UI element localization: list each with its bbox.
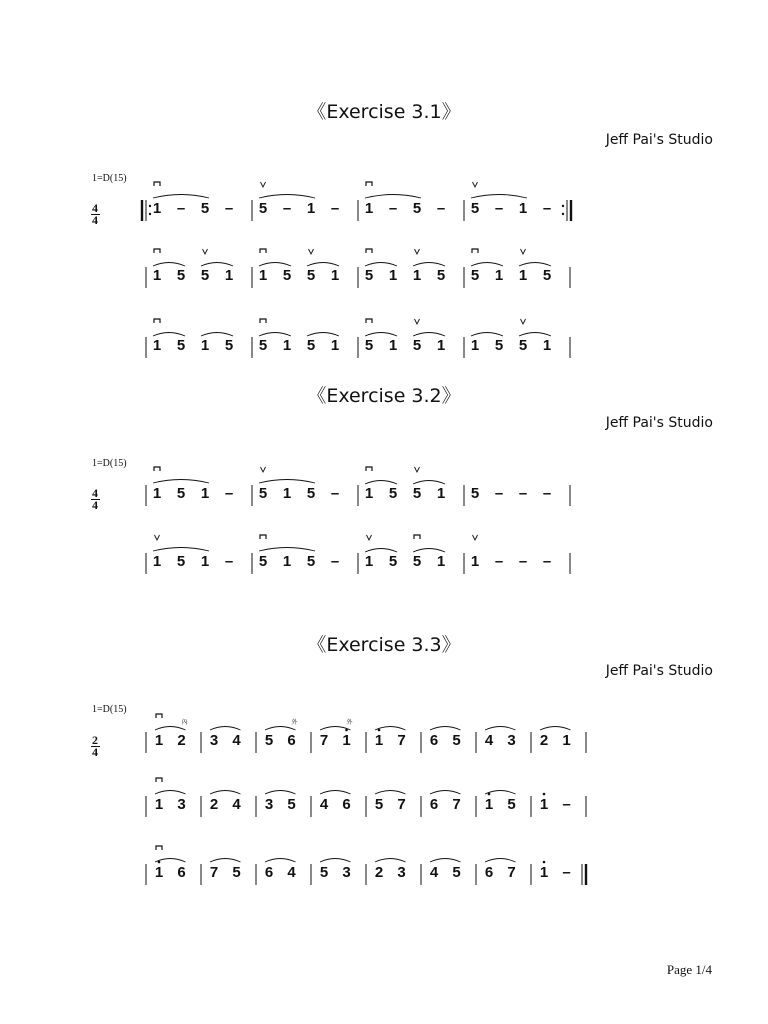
note: 7 — [209, 864, 219, 881]
slur — [471, 263, 503, 267]
down-bow-icon — [366, 182, 372, 186]
fingering-mark: 外 — [346, 720, 353, 726]
note: 7 — [319, 732, 329, 749]
note: 5 — [412, 485, 422, 502]
note: 1 — [258, 267, 268, 284]
note: 5 — [388, 485, 398, 502]
note: 1 — [152, 267, 162, 284]
note: 5 — [264, 732, 274, 749]
time-signature-bottom: 4 — [92, 498, 98, 512]
note: 6 — [177, 864, 186, 881]
note: 3 — [264, 796, 274, 813]
note: 5 — [232, 864, 241, 881]
dash-note: – — [330, 200, 340, 217]
dash-note: – — [436, 200, 446, 217]
slur — [153, 195, 209, 199]
slur — [519, 263, 551, 267]
note: 1 — [200, 553, 210, 570]
note: 5 — [258, 553, 268, 570]
dash-note: – — [494, 485, 504, 502]
exercise-3-2-title: 《Exercise 3.2》 — [307, 385, 461, 407]
note: 2 — [374, 864, 384, 881]
note: 1 — [152, 337, 162, 354]
note: 1 — [152, 200, 162, 217]
note: 1 — [364, 485, 374, 502]
note: 5 — [306, 267, 316, 284]
note: 1 — [470, 337, 480, 354]
note: 5 — [176, 337, 186, 354]
note: 3 — [342, 864, 351, 881]
down-bow-icon — [366, 467, 372, 471]
note: 1 — [388, 267, 398, 284]
dash-note: – — [542, 485, 552, 502]
note: 1 — [306, 200, 316, 217]
note: 1 — [518, 267, 528, 284]
up-bow-icon — [415, 467, 420, 472]
note: 1 — [152, 553, 162, 570]
note: 2 — [177, 732, 186, 749]
down-bow-icon — [156, 778, 162, 782]
note: 5 — [452, 732, 461, 749]
note: 1 — [412, 267, 422, 284]
note: 5 — [494, 337, 504, 354]
note: 7 — [397, 732, 406, 749]
dash-note: – — [542, 200, 552, 217]
note: 3 — [507, 732, 516, 749]
note: 5 — [258, 200, 268, 217]
down-bow-icon — [156, 714, 162, 718]
down-bow-icon — [154, 249, 160, 253]
slur — [259, 195, 315, 199]
down-bow-icon — [472, 249, 478, 253]
note: 5 — [374, 796, 384, 813]
note: 1 — [224, 267, 234, 284]
note: 4 — [319, 796, 329, 813]
fingering-mark: 外 — [291, 720, 298, 726]
slur — [471, 195, 527, 199]
note: 1 — [154, 796, 164, 813]
down-bow-icon — [366, 249, 372, 253]
fingering-mark: 內 — [181, 720, 188, 726]
note: 5 — [542, 267, 552, 284]
note: 5 — [282, 267, 292, 284]
slur — [413, 549, 445, 553]
note: 1 — [542, 337, 552, 354]
note: 5 — [412, 553, 422, 570]
note: 1 — [436, 553, 446, 570]
note: 1 — [154, 732, 164, 749]
down-bow-icon — [156, 846, 162, 850]
slur — [155, 791, 186, 795]
note: 5 — [176, 485, 186, 502]
dash-note: – — [542, 553, 552, 570]
note: 1 — [436, 337, 446, 354]
slur — [413, 263, 445, 267]
dash-note: – — [518, 553, 528, 570]
note: 1 — [200, 337, 210, 354]
time-signature-top: 4 — [92, 201, 98, 215]
slur — [155, 727, 186, 731]
exercise-3-1-key: 1=D(15) — [92, 173, 127, 184]
down-bow-icon — [260, 535, 266, 539]
note: 5 — [412, 200, 422, 217]
note: 1 — [436, 485, 446, 502]
octave-dot — [543, 793, 546, 796]
up-bow-icon — [309, 249, 314, 254]
dash-note: – — [562, 796, 571, 813]
note: 5 — [364, 267, 374, 284]
note: 5 — [364, 337, 374, 354]
note: 6 — [429, 796, 439, 813]
note: 5 — [176, 553, 186, 570]
note: 2 — [209, 796, 219, 813]
slur — [320, 791, 351, 795]
note: 1 — [539, 864, 549, 881]
slur — [413, 333, 445, 337]
slur — [365, 195, 421, 199]
up-bow-icon — [473, 535, 478, 540]
dash-note: – — [224, 553, 234, 570]
note: 1 — [364, 200, 374, 217]
repeat-dot — [562, 213, 564, 215]
note: 5 — [176, 267, 186, 284]
slur — [201, 263, 233, 267]
note: 4 — [484, 732, 494, 749]
note: 1 — [494, 267, 504, 284]
slur — [375, 791, 406, 795]
note: 5 — [258, 337, 268, 354]
up-bow-icon — [203, 249, 208, 254]
slur — [210, 791, 241, 795]
slur — [365, 481, 397, 485]
slur — [365, 263, 397, 267]
slur — [365, 333, 397, 337]
note: 1 — [388, 337, 398, 354]
exercise-3-1-title: 《Exercise 3.1》 — [307, 101, 461, 123]
slur — [307, 333, 339, 337]
slur — [375, 859, 406, 863]
slur — [201, 333, 233, 337]
slur — [210, 859, 241, 863]
time-signature-top: 4 — [92, 486, 98, 500]
slur — [153, 333, 185, 337]
note: 1 — [539, 796, 549, 813]
repeat-dot — [149, 205, 151, 207]
note: 1 — [518, 200, 528, 217]
dash-note: – — [282, 200, 292, 217]
note: 6 — [287, 732, 296, 749]
slur — [210, 727, 241, 731]
slur — [153, 480, 209, 484]
note: 4 — [232, 796, 241, 813]
exercise-3-3-title: 《Exercise 3.3》 — [307, 634, 461, 656]
note: 5 — [470, 485, 480, 502]
repeat-dot — [149, 213, 151, 215]
slur — [265, 791, 296, 795]
note: 4 — [232, 732, 241, 749]
exercise-3-1-studio: Jeff Pai's Studio — [605, 132, 713, 148]
slur — [259, 480, 315, 484]
slur — [413, 481, 445, 485]
note: 5 — [452, 864, 461, 881]
note: 2 — [539, 732, 549, 749]
up-bow-icon — [367, 535, 372, 540]
slur — [430, 791, 461, 795]
slur — [365, 549, 397, 553]
note: 1 — [342, 732, 351, 749]
note: 1 — [374, 732, 384, 749]
note: 5 — [306, 337, 316, 354]
down-bow-icon — [154, 467, 160, 471]
note: 5 — [258, 485, 268, 502]
note: 1 — [562, 732, 571, 749]
slur — [259, 333, 291, 337]
dash-note: – — [518, 485, 528, 502]
up-bow-icon — [521, 249, 526, 254]
dash-note: – — [388, 200, 398, 217]
note: 7 — [397, 796, 406, 813]
down-bow-icon — [260, 319, 266, 323]
note: 3 — [397, 864, 406, 881]
slur — [265, 727, 296, 731]
note: 1 — [364, 553, 374, 570]
exercise-3-2-key: 1=D(15) — [92, 458, 127, 469]
note: 1 — [330, 267, 340, 284]
note: 5 — [470, 200, 480, 217]
dash-note: – — [330, 485, 340, 502]
down-bow-icon — [414, 535, 420, 539]
note: 5 — [224, 337, 234, 354]
note: 3 — [209, 732, 219, 749]
slur — [485, 859, 516, 863]
exercise-3-2-studio: Jeff Pai's Studio — [605, 415, 713, 431]
down-bow-icon — [260, 249, 266, 253]
slur — [540, 727, 571, 731]
note: 1 — [154, 864, 164, 881]
slur — [153, 263, 185, 267]
dash-note: – — [224, 485, 234, 502]
note: 4 — [429, 864, 439, 881]
note: 3 — [177, 796, 186, 813]
slur — [320, 859, 351, 863]
note: 1 — [282, 337, 292, 354]
up-bow-icon — [473, 182, 478, 187]
down-bow-icon — [154, 182, 160, 186]
dash-note: – — [330, 553, 340, 570]
slur — [471, 333, 503, 337]
note: 1 — [200, 485, 210, 502]
dash-note: – — [562, 864, 571, 881]
dash-note: – — [494, 200, 504, 217]
note: 1 — [282, 485, 292, 502]
slur — [519, 333, 551, 337]
up-bow-icon — [415, 249, 420, 254]
note: 1 — [330, 337, 340, 354]
note: 7 — [507, 864, 516, 881]
time-signature-bottom: 4 — [92, 745, 98, 759]
note: 1 — [152, 485, 162, 502]
up-bow-icon — [155, 535, 160, 540]
time-signature-top: 2 — [92, 733, 98, 747]
note: 1 — [282, 553, 292, 570]
note: 5 — [319, 864, 329, 881]
slur — [430, 727, 461, 731]
exercise-3-3-studio: Jeff Pai's Studio — [605, 663, 713, 679]
note: 5 — [470, 267, 480, 284]
note: 5 — [200, 267, 210, 284]
dash-note: – — [224, 200, 234, 217]
note: 6 — [484, 864, 494, 881]
slur — [259, 263, 291, 267]
up-bow-icon — [261, 467, 266, 472]
slur — [259, 548, 315, 552]
up-bow-icon — [521, 319, 526, 324]
time-signature-bottom: 4 — [92, 213, 98, 227]
octave-dot — [543, 861, 546, 864]
slur — [307, 263, 339, 267]
note: 6 — [429, 732, 439, 749]
up-bow-icon — [415, 319, 420, 324]
repeat-dot — [562, 205, 564, 207]
page-number: Page 1/4 — [666, 962, 712, 977]
note: 7 — [452, 796, 461, 813]
note: 4 — [287, 864, 296, 881]
down-bow-icon — [366, 319, 372, 323]
slur — [485, 727, 516, 731]
slur — [430, 859, 461, 863]
dash-note: – — [494, 553, 504, 570]
note: 5 — [388, 553, 398, 570]
up-bow-icon — [261, 182, 266, 187]
dash-note: – — [176, 200, 186, 217]
note: 5 — [412, 337, 422, 354]
note: 1 — [484, 796, 494, 813]
note: 5 — [200, 200, 210, 217]
note: 1 — [470, 553, 480, 570]
down-bow-icon — [154, 319, 160, 323]
note: 6 — [264, 864, 274, 881]
note: 5 — [507, 796, 516, 813]
exercise-3-3-key: 1=D(15) — [92, 704, 127, 715]
slur — [153, 548, 209, 552]
note: 5 — [518, 337, 528, 354]
slur — [265, 859, 296, 863]
note: 6 — [342, 796, 351, 813]
note: 5 — [287, 796, 296, 813]
note: 5 — [306, 485, 316, 502]
note: 5 — [306, 553, 316, 570]
note: 5 — [436, 267, 446, 284]
